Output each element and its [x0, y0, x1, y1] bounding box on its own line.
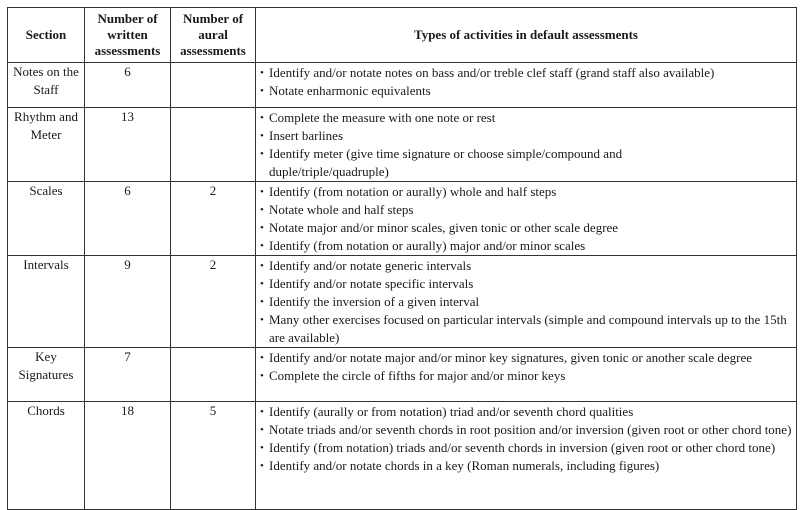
written-count-cell: 6	[85, 182, 171, 256]
written-count-cell: 7	[85, 348, 171, 402]
activity-item: • Identify (aurally or from notation) triad and/or seventh chord qualities	[260, 403, 792, 421]
header-written: Number of written assessments	[85, 8, 171, 63]
activity-item: • Notate enharmonic equivalents	[260, 82, 792, 100]
table-row	[8, 108, 797, 182]
activity-item: • Insert barlines	[260, 127, 792, 145]
section-cell: Chords	[8, 402, 85, 510]
activity-item: • Identify (from notation or aurally) whole and half steps	[260, 183, 792, 201]
section-cell: Key Signatures	[8, 348, 85, 402]
activities-list	[260, 64, 792, 100]
aural-count-cell	[171, 63, 256, 108]
table-row	[8, 63, 797, 108]
section-cell: Scales	[8, 182, 85, 256]
activities-cell	[256, 348, 797, 402]
activity-item: • Identify and/or notate major and/or minor key signatures, given tonic or another scale degree	[260, 349, 792, 367]
activity-item: • Identify meter (give time signature or choose simple/compound and duple/triple/quadruple)	[260, 145, 669, 181]
activity-item: • Many other exercises focused on particular intervals (simple and compound intervals up to the 15th are available)	[260, 311, 792, 347]
aural-count-cell: 2	[171, 182, 256, 256]
header-activities: Types of activities in default assessments	[256, 8, 797, 63]
activities-cell	[256, 108, 797, 182]
activities-list	[260, 349, 792, 385]
activity-item: • Notate whole and half steps	[260, 201, 792, 219]
section-cell: Intervals	[8, 256, 85, 348]
activity-item: • Identify (from notation) triads and/or seventh chords in inversion (given root or other chord tone)	[260, 439, 792, 457]
aural-count-cell: 5	[171, 402, 256, 510]
header-row	[8, 8, 797, 63]
written-count-cell: 9	[85, 256, 171, 348]
activities-list	[260, 183, 792, 255]
activity-item: • Complete the measure with one note or rest	[260, 109, 792, 127]
activities-cell	[256, 402, 797, 510]
aural-count-cell: 2	[171, 256, 256, 348]
section-cell: Notes on the Staff	[8, 63, 85, 108]
table-row	[8, 182, 797, 256]
activities-cell	[256, 182, 797, 256]
table-row	[8, 256, 797, 348]
activity-item: • Notate major and/or minor scales, given tonic or other scale degree	[260, 219, 792, 237]
aural-count-cell	[171, 108, 256, 182]
activities-cell	[256, 256, 797, 348]
activities-list	[260, 257, 792, 347]
activity-item: • Complete the circle of fifths for major and/or minor keys	[260, 367, 792, 385]
table-row	[8, 402, 797, 510]
header-aural: Number of aural assessments	[171, 8, 256, 63]
activity-item: • Identify and/or notate notes on bass and/or treble clef staff (grand staff also available)	[260, 64, 792, 82]
section-cell: Rhythm and Meter	[8, 108, 85, 182]
written-count-cell: 6	[85, 63, 171, 108]
activity-item: • Identify and/or notate specific intervals	[260, 275, 792, 293]
activities-cell	[256, 63, 797, 108]
header-section: Section	[8, 8, 85, 63]
written-count-cell: 13	[85, 108, 171, 182]
activity-item: • Notate triads and/or seventh chords in root position and/or inversion (given root or other chord tone)	[260, 421, 792, 439]
table-row	[8, 348, 797, 402]
activities-list	[260, 109, 792, 181]
written-count-cell: 18	[85, 402, 171, 510]
activity-item: • Identify the inversion of a given interval	[260, 293, 792, 311]
assessments-table	[7, 7, 797, 510]
activities-list	[260, 403, 792, 475]
activity-item: • Identify and/or notate generic intervals	[260, 257, 792, 275]
activity-item: • Identify (from notation or aurally) major and/or minor scales	[260, 237, 792, 255]
activity-item: • Identify and/or notate chords in a key (Roman numerals, including figures)	[260, 457, 792, 475]
aural-count-cell	[171, 348, 256, 402]
